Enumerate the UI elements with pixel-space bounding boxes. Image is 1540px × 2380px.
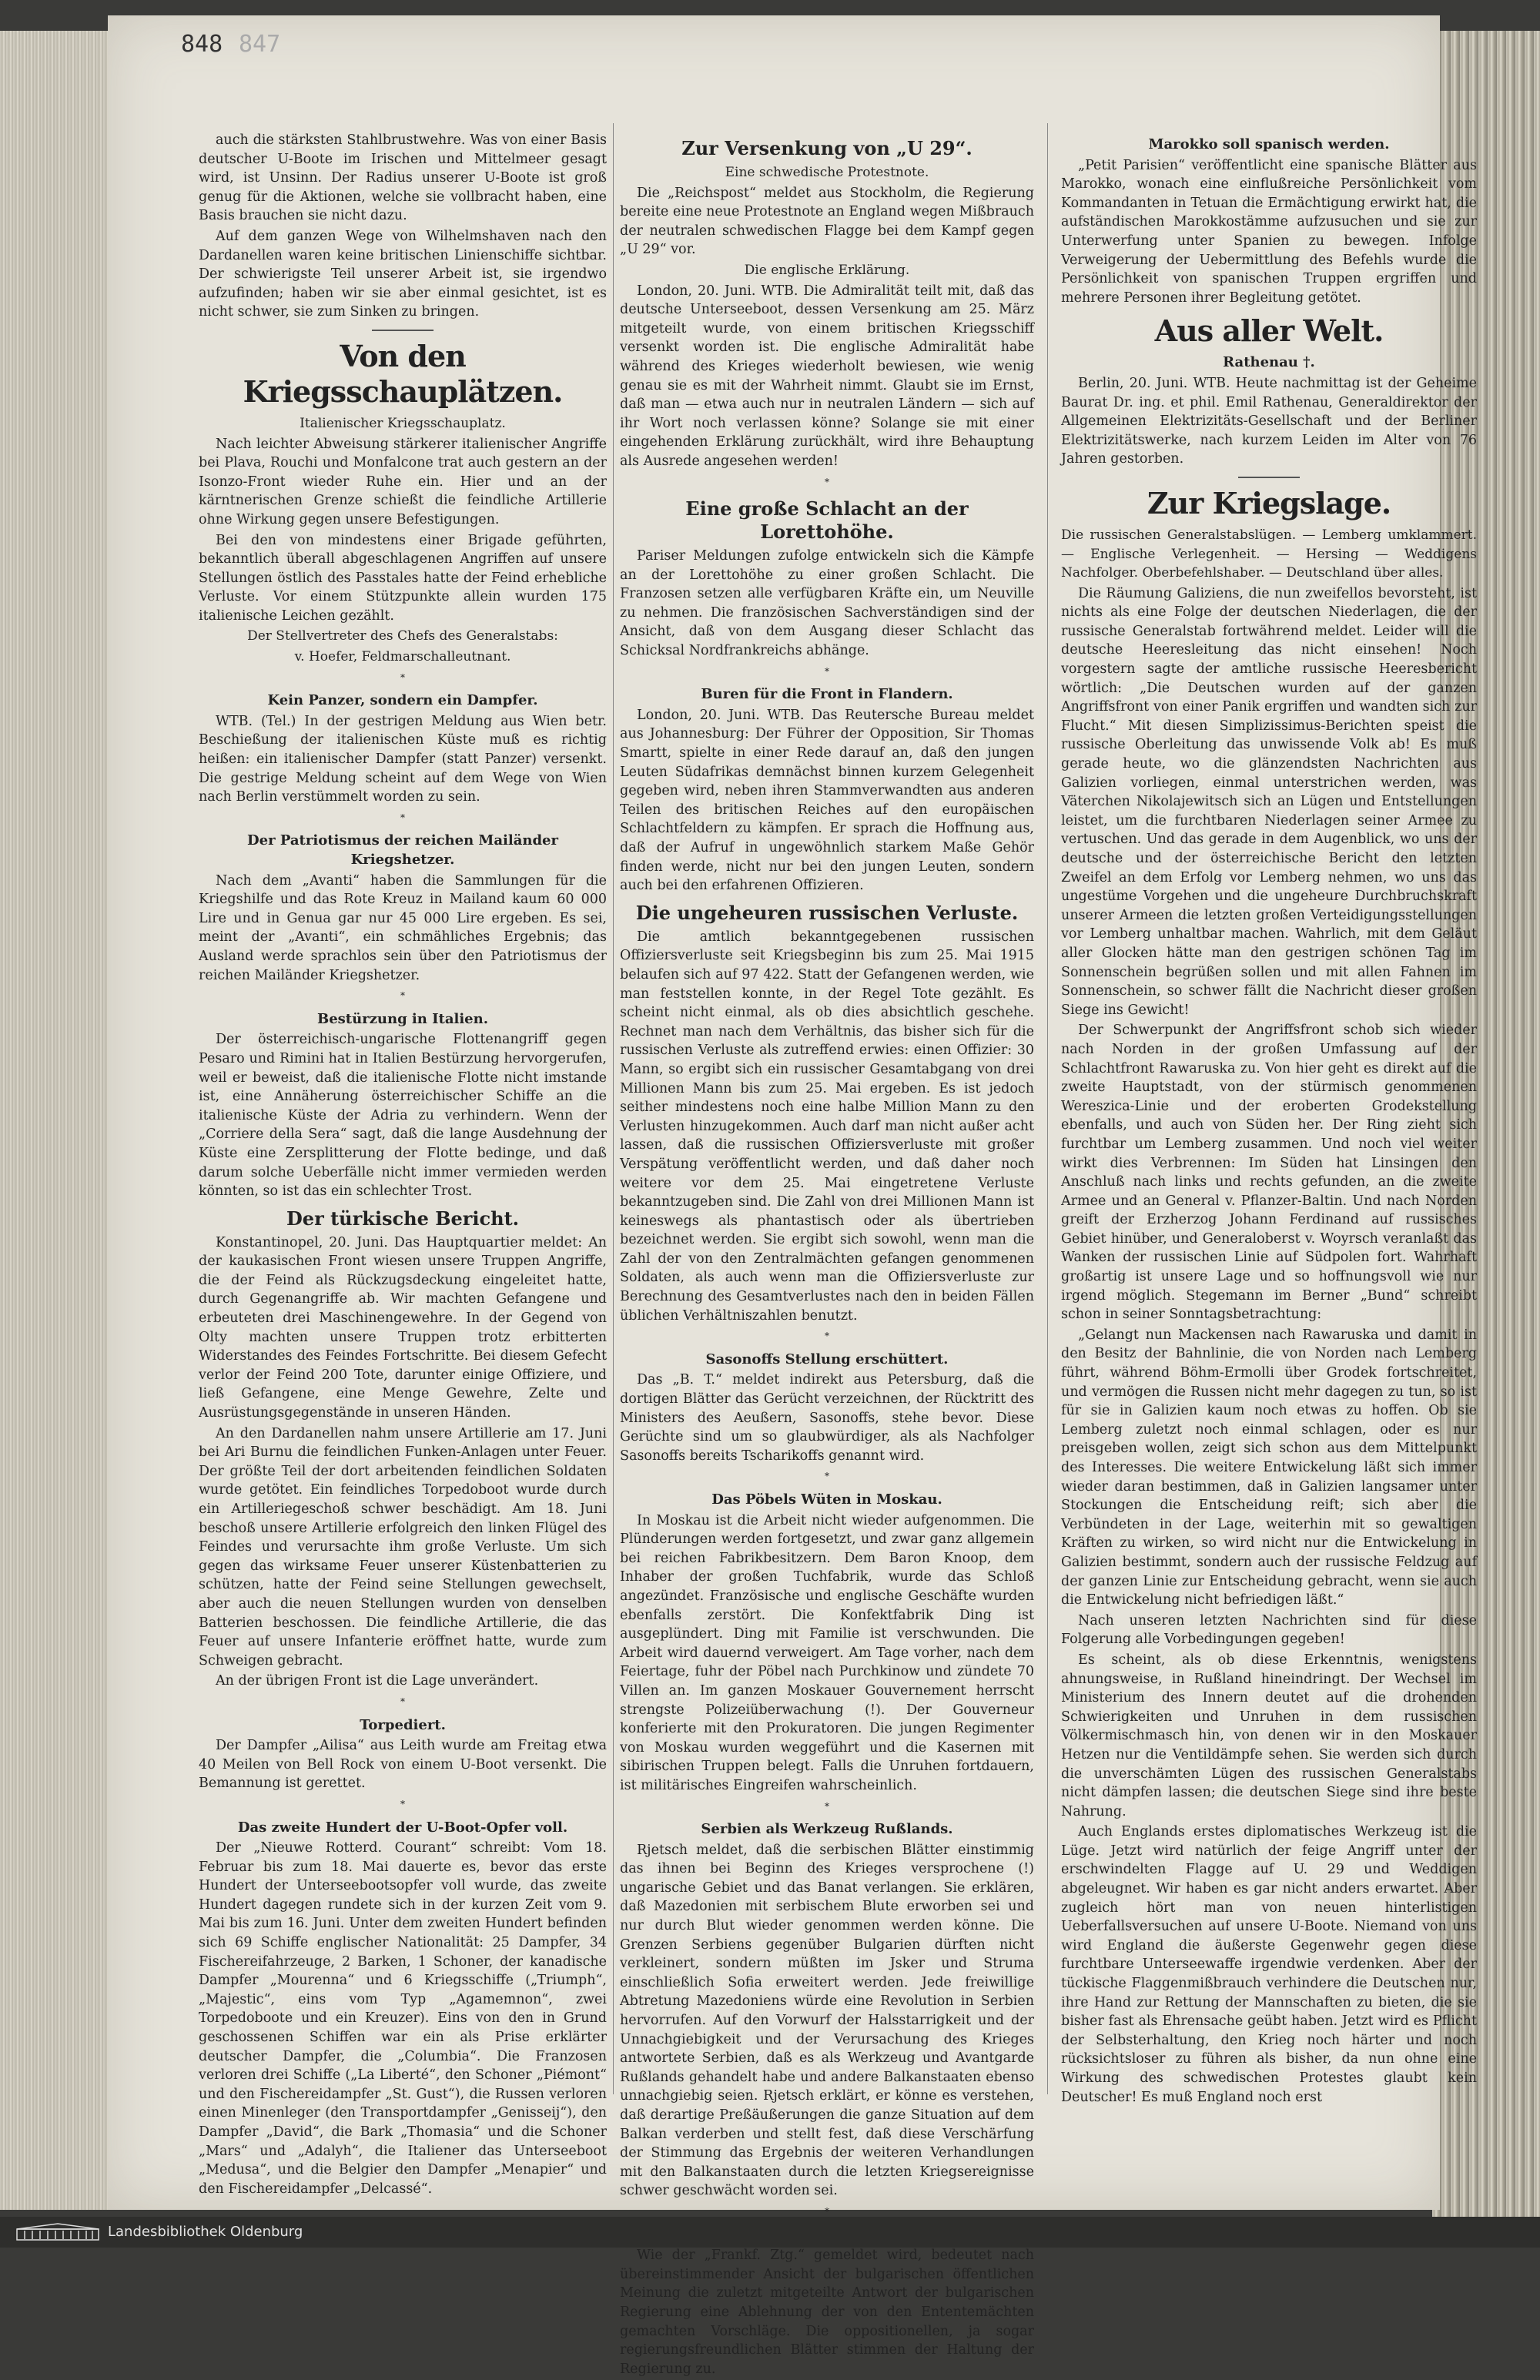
main-heading-aus-aller-welt: Aus aller Welt. (1154, 313, 1384, 349)
paragraph: Die „Reichspost“ meldet aus Stockholm, die Regierung bereite eine neue Protestnote an England wegen Mißbrauch der neutralen schwedischen Flagge bei dem Kampf gegen „U 29“ vor. (620, 185, 1034, 258)
article-body (199, 1234, 607, 1691)
article-body (1061, 584, 1477, 2107)
library-building-icon (15, 2223, 100, 2241)
section-title: Torpediert. (360, 1716, 446, 1733)
page-number-faint: 847 (239, 31, 281, 58)
paragraph: An der übrigen Front ist die Lage unverändert. (216, 1673, 539, 1689)
paragraph: Das „B. T.“ meldet indirekt aus Petersburg, daß die dortigen Blätter das Gerücht verzeichnen, der Rücktritt des Ministers des Aeußern, Sasonoffs, stehe bevor. Diese Gerüchte sind um so glaubwürdiger, als als Nachfolger Sasonoffs bereits Tscharikoffs genannt wird. (620, 1372, 1034, 1464)
separator-star: * (400, 1695, 405, 1707)
paragraph: Es scheint, als ob diese Erkenntnis, wenigstens ahnungsweise, in Rußland hineindringt. Der Wechsel im Ministerium des Innern deutet auf die drohenden Schwierigkeiten und Unruhen in dem russischen Völkermischmasch hin, von denen wir in den Moskauer Hetzen nur die Ventildämpfe sehen. Sie werden sich durch die unverschämten Lügen des russischen Generalstabs nicht dämpfen lassen; die deutschen Siege sind ihre beste Nahrung. (1061, 1652, 1477, 1819)
paragraph: Konstantinopel, 20. Juni. Das Hauptquartier meldet: An der kaukasischen Front wiesen unsere Truppen Angriffe, die der Feind als Rückzugsdeckung eingeleitet hatte, durch Gegenangriffe ab. Wir machten Gefangene und erbeuteten drei Maschinengewehre. In der Gegend von Olty machten unsere Truppen trotz erbitterten Widerstandes des Feindes Fortschritte. Bei diesem Gefecht verlor der Feind 200 Tote, darunter einige Offiziere, und ließ Gefangene, eine Menge Gewehre, Zelte und Ausrüstungsgegenstände in unseren Händen. (199, 1234, 607, 1421)
article-body (199, 712, 607, 807)
section-title: Kein Panzer, sondern ein Dampfer. (267, 692, 538, 709)
signature: v. Hoefer, Feldmarschalleutnant. (294, 649, 511, 665)
section-title: Serbien als Werkzeug Rußlands. (701, 1821, 953, 1838)
col1-intro (199, 131, 607, 322)
article-body (620, 928, 1034, 1325)
section-title-large: Zur Versenkung von „U 29“. (681, 137, 973, 159)
signature: Der Stellvertreter des Chefs des Generalstabs: (247, 628, 558, 644)
article-body (620, 1511, 1034, 1796)
section-title: Marokko soll spanisch werden. (1148, 136, 1390, 152)
paragraph: „Petit Parisien“ veröffentlicht eine spanische Blätter aus Marokko, wonach eine einflußreiche Persönlichkeit vom Kommandanten in Tetuan die Ermächtigung erwirkt hat, die aufständischen Marokkostämme aufzusuchen und sie zur Unterwerfung unter Spanien zu bewegen. Infolge Verweigerung der Uebermittlung des Befehls wurde die Persönlichkeit von spanischen Truppen ergriffen und mehrere Personen ihrer Begleitung getötet. (1061, 157, 1477, 306)
section-title: Italienischer Kriegsschauplatz. (300, 415, 506, 431)
paragraph: WTB. (Tel.) In der gestrigen Meldung aus Wien betr. Beschießung der italienischen Küste muß es richtig heißen: ein italienischer Dampfer (statt Panzer) versenkt. Die gestrige Meldung scheint auf dem Wege von Wien nach Berlin verstümmelt worden zu sein. (199, 713, 607, 805)
section-title-large: Die ungeheuren russischen Verluste. (635, 901, 1019, 924)
section-title: Sasonoffs Stellung erschüttert. (705, 1351, 949, 1367)
column-2 (620, 131, 1034, 2380)
paragraph: Nach leichter Abweisung stärkerer italienischer Angriffe bei Plava, Rouchi und Monfalcone trat auch gestern an der Isonzo-Front wieder Ruhe ein. Hier und an der kärntnerischen Grenze schießt die feindliche Artillerie ohne Wirkung gegen unsere Befestigungen. (199, 436, 607, 527)
column-rule-1 (613, 123, 614, 2094)
separator-star: * (825, 2205, 829, 2217)
article-body (620, 1371, 1034, 1465)
paragraph: auch die stärksten Stahlbrustwehre. Was von einer Basis deutscher U-Boote im Irischen und Mittelmeer gesagt wird, ist Unsinn. Der Radius unserer U-Boote ist groß genug für die Aktionen, welche sie vollbracht haben, eine Basis brauchen sie nicht dazu. (199, 132, 607, 224)
separator-star: * (400, 812, 405, 823)
footer-bar (0, 2217, 1540, 2248)
separator-star: * (825, 476, 829, 487)
paragraph: Auf dem ganzen Wege von Wilhelmshaven nach den Dardanellen waren keine britischen Linienschiffe sichtbar. Der schwierigste Teil unserer Arbeit ist, sie irgendwo aufzufinden; haben wir sie aber einmal gesichtet, ist es nicht schwer, sie zum Sinken zu bringen. (199, 228, 607, 320)
section-subtitle: Eine schwedische Protestnote. (725, 165, 929, 180)
paragraph: „Gelangt nun Mackensen nach Rawaruska und damit in den Besitz der Bahnlinie, die von Norden nach Lemberg führt, während Böhm-Ermolli über Grodek fortschreitet, und vermögen die Russen nicht mehr dagegen zu tun, so ist für sie in Galizien kaum noch etwas zu hoffen. Ob sie Lemberg zuletzt noch einmal schlagen, oder es nur preisgeben wollen, zeigt sich schon aus dem Mittelpunkt des Interesses. Die weitere Entwickelung läßt sich immer wieder daran bestimmen, daß in Galizien langsamer unter Stockungen die Entscheidung reift; sich aber die Verbündeten in der Lage, weiterhin mit so gewaltigen Kräften zu wirken, so wird nicht nur die Entwickelung in Galizien bestimmt, sondern auch der russische Feldzug auf der ganzen Linie zur Entscheidung gebracht, wenn sie auch die Entwickelung nicht befriedigen läßt.“ (1061, 1327, 1477, 1608)
paragraph: Der österreichisch-ungarische Flottenangriff gegen Pesaro und Rimini hat in Italien Bestürzung hervorgerufen, weil er beweist, daß die italienische Flotte nicht imstande ist, eine Annäherung österreichischer Schiffe an die italienische Küste der Adria zu verhindern. Wenn der „Corriere della Sera“ sagt, daß die lange Ausdehnung der Küste eine Zersplitterung der Flotte bedinge, und daß darum solche Ueberfälle nicht immer vermieden werden könnten, so ist das ein schlechter Trost. (199, 1032, 607, 1200)
article-body (620, 1841, 1034, 2201)
separator-star: * (825, 665, 829, 677)
paragraph: Der Dampfer „Ailisa“ aus Leith wurde am Freitag etwa 40 Meilen von Bell Rock von einem U-Boot versenkt. Die Bemannung ist gerettet. (199, 1738, 607, 1792)
article-body (199, 1839, 607, 2198)
column-rule-2 (1047, 123, 1048, 2094)
separator-star: * (400, 1798, 405, 1809)
separator-star: * (825, 1331, 829, 1342)
article-body (620, 706, 1034, 895)
paragraph: London, 20. Juni. WTB. Die Admiralität teilt mit, daß das deutsche Unterseeboot, dessen Versenkung am 25. März mitgeteilt wurde, von einem britischen Kriegsschiff versenkt worden ist. Die englische Admiralität habe während des Krieges wiederholt bewiesen, wie wenig genau sie es mit der Wahrheit nimmt. Glaubt sie im Ernst, daß man — etwa auch nur in neutralen Ländern — sich auf ihr Wort noch verlassen könne? Solange sie mit einer eingehenden Erklärung zurückhält, wird ihre Behauptung als Ausrede angesehen werden! (620, 283, 1034, 469)
paragraph: Pariser Meldungen zufolge entwickeln sich die Kämpfe an der Lorettohöhe zu einer großen Schlacht. Die Franzosen setzen alle verfügbaren Kräfte ein, um Neuville zu nehmen. Die französischen Sachverständigen sind der Ansicht, daß von dem Ausgang dieser Schlacht das Schicksal Nordfrankreichs abhänge. (620, 548, 1034, 659)
article-body (1061, 156, 1477, 308)
separator-star: * (825, 1800, 829, 1812)
paragraph: Die Räumung Galiziens, die nun zweifellos bevorsteht, ist nichts als eine Folge der deutschen Niederlagen, die der russische Generalstab fortwährend meldet. Leider will die deutsche Heeresleitung das nicht einsehen! Noch vorgestern sagte der amtliche russische Heeresbericht wörtlich: „Die Deutschen wurden auf der ganzen Angriffsfront von einer Panik ergriffen und wandten sich zur Flucht.“ Mit diesen Simplizissimus-Berichten speist die russische Oberleitung das unwissende Volk ab! Es muß gerade heute, wo die glänzendsten Nachrichten aus Galizien vorliegen, einmal unterstrichen werden, was Väterchen Nikolajewitsch sich an Lügen und Entstellungen leistet, um die furchtbaren Niederlagen seiner Armee zu vertuschen. Und das gerade in dem Augenblick, wo uns der deutsche und der österreichische Bericht den letzten Zweifel an dem Erfolg vor Lemberg nehmen, wo uns das ungestüme Vorgehen und die ungeheure Durchbruchskraft unserer Armeen die letzten großen Verteidigungsstellungen vor Lemberg unhaltbar machen. Wahrlich, mit dem Geläut aller Glocken hätte man den gestrigen schönen Tag im Sonnenschein begrüßen sollen und mit allen Fahnen im Sonnenschein, so schwer fällt die Nachricht dieser großen Siege ins Gewicht! (1061, 585, 1477, 1018)
paragraph: Wie der „Frankf. Ztg.“ gemeldet wird, bedeutet nach übereinstimmender Ansicht der bulgarischen öffentlichen Meinung die zuletzt mitgeteilte Antwort der bulgarischen Regierung eine Ablehnung der von den Ententemächten gemachten Vorschläge. Die oppositionellen, ja sogar regierungsfreundlichen Blätter stimmen der Haltung der Regierung zu. (620, 2248, 1034, 2377)
separator (372, 330, 434, 331)
column-1 (199, 131, 607, 2200)
separator-star: * (825, 1471, 829, 1482)
section-title-large: Eine große Schlacht an der Lorettohöhe. (685, 497, 969, 544)
section-title: Das Pöbels Wüten in Moskau. (711, 1491, 942, 1508)
section-title: Der Patriotismus der reichen Mailänder Kriegshetzer. (247, 832, 558, 868)
paragraph: Rjetsch meldet, daß die serbischen Blätter einstimmig das ihnen bei Beginn des Krieges versprochene (!) ungarische Gebiet und das Banat verlangen. Sie erklären, daß Mazedonien mit serbischem Blute erworben sei und nur durch Blut wieder genommen werden könne. Die Grenzen Serbiens gegenüber Bulgarien dürften nicht verkleinert, sondern müßten im Jsker und Struma einschließlich Sofia erweitert werden. Jede freiwillige Abtretung Mazedoniens würde eine Revolution in Serbien hervorrufen. Auf den Vorwurf der Halsstarrigkeit und der Unnachgiebigkeit und der Verursachung des Krieges antwortete Serbien, daß es als Werkzeug und Avantgarde Rußlands gehandelt habe und andere Balkanstaaten ebenso unnachgiebig seien. Rjetsch erklärt, er könne es verstehen, daß derartige Preßäußerungen die ganze Situation auf dem Balkan verderben und stellt fest, daß diese Verschärfung der Stimmung das Ergebnis der weiteren Verhandlungen mit den Balkanstaaten durch die letzten Kriegsereignisse schwer geschwächt worden sei. (620, 1842, 1034, 2199)
section-title: Das zweite Hundert der U-Boot-Opfer voll. (237, 1819, 568, 1836)
main-heading-zur-kriegslage: Zur Kriegslage. (1147, 485, 1391, 521)
separator (1238, 477, 1300, 478)
paragraph: Nach unseren letzten Nachrichten sind für diese Folgerung alle Vorbedingungen gegeben! (1061, 1612, 1477, 1648)
lead-summary: Die russischen Generalstabslügen. — Lemberg umklammert. — Englische Verlegenheit. — Hersing — Weddigens Nachfolger. Oberbefehlshaber. — Deutschland über alles. (1061, 527, 1477, 581)
page-number: 848 (181, 31, 223, 58)
article-body (620, 282, 1034, 471)
section-title: Rathenau †. (1223, 354, 1315, 371)
article-body (199, 872, 607, 986)
paragraph: In Moskau ist die Arbeit nicht wieder aufgenommen. Die Plünderungen werden fortgesetzt, und zwar ganz allgemein bei reichen Fabrikbesitzern. Dem Baron Knoop, dem Inhaber der großen Tuchfabrik, wurde das Schloß angezündet. Französische und englische Geschäfte wurden ebenfalls zerstört. Die Konfektfabrik Ding ist ausgeplündert. Ding mit Familie ist verschwunden. Die Arbeit wird dauernd verweigert. Am Tage vorher, nach dem Feiertage, fuhr der Pöbel nach Purchkinow und zündete 70 Villen an. Im ganzen Moskauer Gouvernement herrscht strengste Polizeiüberwachung (!). Der Gouverneur konferierte mit den Prokuratoren. Die jungen Regimenter von Moskau wurden weggeführt und die Kasernen mit sibirischen Truppen belegt. Falls die Unruhen fortdauern, ist militärisches Eingreifen wahrscheinlich. (620, 1512, 1034, 1793)
main-heading-kriegsschauplaetze: Von den Kriegsschauplätzen. (243, 338, 563, 409)
paragraph: Berlin, 20. Juni. WTB. Heute nachmittag ist der Geheime Baurat Dr. ing. et phil. Emil Rathenau, Generaldirektor der Allgemeinen Elektrizitäts-Gesellschaft und der Berliner Elektrizitätswerke, nach kurzem Leiden im Alter von 76 Jahren gestorben. (1061, 375, 1477, 467)
separator-star: * (400, 671, 405, 683)
paragraph: Bei den von mindestens einer Brigade geführten, bekanntlich überall abgeschlagenen Angriffen auf unsere Stellungen östlich des Passtales hatte der Feind erhebliche Verluste. Vor einem Stützpunkte allein wurden 175 italienische Leichen gezählt. (199, 532, 607, 624)
column-3 (1061, 131, 1477, 2108)
article-body (1061, 374, 1477, 469)
separator-star: * (400, 990, 405, 1002)
article-body (199, 1030, 607, 1200)
footer-library-name: Landesbibliothek Oldenburg (108, 2224, 303, 2240)
section-title: Bestürzung in Italien. (316, 1010, 488, 1027)
article-body (620, 547, 1034, 661)
paragraph: Auch Englands erstes diplomatisches Werkzeug ist die Lüge. Jetzt wird natürlich der feige Angriff unter der erschwindelten Flagge auf U. 29 und Weddigen abgeleugnet. Wir haben es gar nicht anders erwartet. Aber zugleich hört man von neuen hinterlistigen Ueberfallsversuchen auf unsere U-Boote. Niemand von uns wird England die äußerste Gegenwehr gegen diese furchtbare Unterseewaffe irgendwie verdenken. Aber der tückische Flaggenmißbrauch verhindere die Deutschen nur, ihre Hand zur Rettung der Mannschaften zu bieten, die sie bisher fast als Ehrensache geübt haben. Jetzt wird es Pflicht der Selbsterhaltung, den Krieg noch härter und noch rücksichtsloser zu führen als bisher, da nun ohne eine Wirkung des schwedischen Protestes glaubt kein Deutscher! Es muß England noch erst (1061, 1824, 1477, 2105)
paragraph: Der Schwerpunkt der Angriffsfront schob sich wieder nach Norden in der großen Umfassung auf der Schlachtfront Rawaruska zu. Von hier geht es direkt auf die zweite Hauptstadt, von der stürmisch genommenen Wereszica-Linie und der eroberten Grodekstellung ebenfalls, und auch von Süden her. Der Ring zieht sich furchtbar um Lemberg zusammen. Und noch viel weiter wirkt dies Verbrennen: Im Süden hat Linsingen den Anschluß nach links und rechts gefunden, an die zweite Armee und an General v. Pflanzer-Baltin. Und nach Norden greift der Erzherzog Johann Ferdinand auf russisches Gebiet hinüber, und Generaloberst v. Woyrsch veranlaßt das Wanken der russischen Linie auf Südpolen fort. Wahrhaft großartig ist unsere Lage und so hoffnungsvoll wie nur irgend möglich. Stegemann im Berner „Bund“ schreibt schon in seiner Sonntagsbetrachtung: (1061, 1023, 1477, 1323)
article-body (199, 1736, 607, 1793)
section-title-large: Der türkische Bericht. (286, 1207, 520, 1230)
paragraph: Nach dem „Avanti“ haben die Sammlungen für die Kriegshilfe und das Rote Kreuz in Mailand kaum 60 000 Lire und in Genua gar nur 45 000 Lire ergeben. Es sei, meint der „Avanti“, ein schmähliches Ergebnis; das Ausland werde sprachlos sein über den Patriotismus der reichen Mailänder Kriegshetzer. (199, 872, 607, 983)
paragraph: London, 20. Juni. WTB. Das Reutersche Bureau meldet aus Johannesburg: Der Führer der Opposition, Sir Thomas Smartt, spielte in einer Rede darauf an, daß den jungen Leuten Südafrikas demnächst binnen kurzem Gelegenheit gegeben wird, neben ihren Stammverwandten aus anderen Teilen des britischen Reiches auf den europäischen Schlachtfeldern zu kämpfen. Er sprach die Hoffnung aus, daß der Aufruf in ungewöhnlich starkem Maße Gehör finden werde, nicht nur bei den jungen Leuten, sondern auch bei den erfahrenen Offizieren. (620, 707, 1034, 894)
section-title: Buren für die Front in Flandern. (701, 686, 953, 703)
article-body (620, 2246, 1034, 2378)
article-body (620, 184, 1034, 259)
article-body (199, 435, 607, 626)
paragraph: Der „Nieuwe Rotterd. Courant“ schreibt: Vom 18. Februar bis zum 18. Mai dauerte es, bevor das erste Hundert der Unterseebootsopfer voll wurde, das zweite Hundert dagegen rundete sich in der kurzen Zeit vom 9. Mai bis zum 16. Juni. Unter dem zweiten Hundert befinden sich 69 Schiffe englischer Nationalität: 25 Dampfer, 34 Fischereifahrzeuge, 2 Barken, 1 Schoner, der kanadische Dampfer „Mourenna“ und 6 Kriegsschiffe („Triumph“, „Majestic“, eins vom Typ „Agamemnon“, zwei Torpedoboote und ein Kreuzer). Eins von den in Grund geschossenen Schiffen war ein als Prise erklärter deutscher Dampfer, die „Columbia“. Die Franzosen verloren drei Schiffe („La Liberté“, den Schoner „Piémont“ und den Fischereidampfer „St. Gust“), die Russen verloren einen Minenleger (den Transportdampfer „Genisseij“), den Dampfer „David“, die Bark „Thomasia“ und die Schoner „Mars“ und „Adalyh“, die Italiener das Unterseeboot „Medusa“, und die Belgier den Dampfer „Menapier“ und den Fischereidampfer „Delcassé“. (199, 1840, 607, 2197)
paragraph: An den Dardanellen nahm unsere Artillerie am 17. Juni bei Ari Burnu die feindlichen Funken-Anlagen unter Feuer. Der größte Teil der dort arbeitenden feindlichen Soldaten wurde getötet. Ein feindliches Torpedoboot wurde durch ein Artilleriegeschoß schwer beschädigt. Am 18. Juni beschoß unsere Artillerie erfolgreich den linken Flügel des Feindes und verursachte ihm große Verluste. Um sich gegen das wirksame Feuer unserer Küstenbatterien zu schützen, hatte der Feind seine Stellungen gewechselt, aber auch die neuen Stellungen wurden von denselben Batterien beschossen. Die feindliche Artillerie, die das Feuer auf unsere Infanterie eröffnet hatte, wurde zum Schweigen gebracht. (199, 1425, 607, 1669)
section-subtitle: Die englische Erklärung. (744, 262, 910, 278)
paragraph: Die amtlich bekanntgegebenen russischen Offiziersverluste seit Kriegsbeginn bis zum 25. Mai 1915 belaufen sich auf 97 422. Statt der Gefangenen werden, wie man feststellen konnte, in der Regel Tote gezählt. Es scheint nicht einmal, als ob dies absichtlich geschehe. Rechnet man nach dem Verhältnis, das bisher sich für die russischen Verluste als zutreffend erwies: einen Offizier: 30 Mann, so ergibt sich ein russischer Gesamtabgang von drei Millionen Mann bis zum 25. Mai ergeben. Es ist jedoch seither mindestens noch eine halbe Million Mann zu den Verlusten hinzugekommen. Auch darf man nicht außer acht lassen, daß die russischen Offiziersverluste mit großer Verspätung veröffentlicht werden, und daß daher noch weitere vor dem 25. Mai eingetretene Verluste bekanntzugeben sind. Die Zahl von drei Millionen Mann ist keineswegs als phantastisch oder als übertrieben bezeichnet werden. Sie ergibt sich sowohl, wenn man die Zahl der von den Zentralmächten gefangen genommenen Soldaten, als auch wenn man die Offiziersverluste zur Berechnung des Gesamtverlustes nach den in beiden Fällen üblichen Verhältniszahlen benutzt. (620, 929, 1034, 1324)
